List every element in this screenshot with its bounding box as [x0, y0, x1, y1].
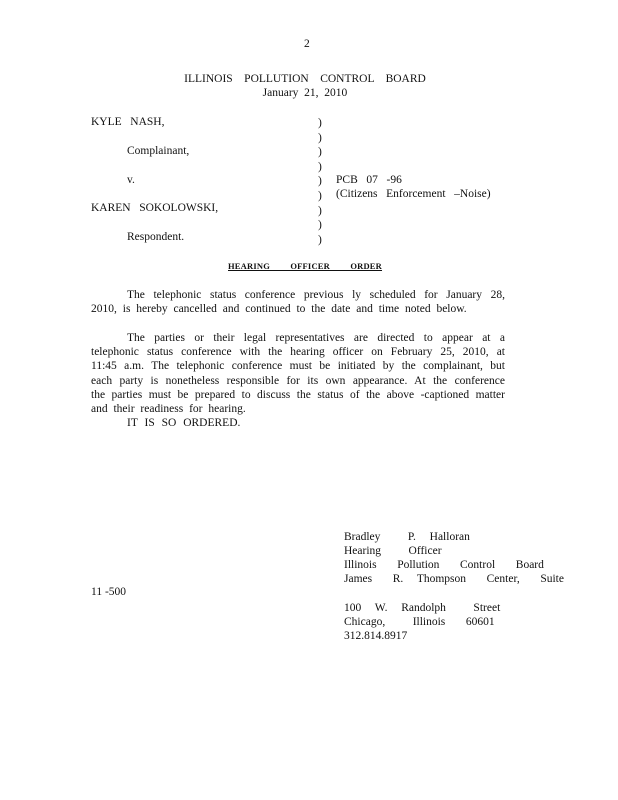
page-number: 2	[304, 38, 310, 50]
paragraph-cancellation: The telephonic status conference previous ly scheduled for January 28, 2010, is hereby cancelled and continued to the date and time noted below.	[91, 289, 505, 316]
paren: )	[318, 117, 322, 129]
paren: )	[318, 131, 322, 144]
paren: )	[318, 219, 322, 232]
officer-name: Bradley P. Halloran	[344, 531, 470, 543]
agency-heading: ILLINOIS POLLUTION CONTROL BOARD	[184, 73, 426, 85]
order-date: January 21, 2010	[262, 87, 348, 99]
board-name: Illinois Pollution Control Board	[344, 559, 544, 571]
street-address: 100 W. Randolph Street	[344, 602, 501, 614]
complainant-name: KYLE NASH,	[91, 116, 165, 128]
order-title: HEARING OFFICER ORDER	[228, 261, 383, 271]
paren: )	[318, 146, 322, 159]
case-type: (Citizens Enforcement –Noise)	[336, 188, 491, 200]
caption-parentheses	[318, 116, 322, 247]
paren: )	[318, 233, 322, 246]
building-name: James R. Thompson Center, Suite	[344, 573, 564, 585]
city-state-zip: Chicago, Illinois 60601	[344, 616, 495, 628]
officer-title: Hearing Officer	[344, 545, 442, 557]
paragraph-rescheduled-conference: The parties or their legal representatives are directed to appear at a telephonic status conference with the hearing officer on February 25, 2010, at 11:45 a.m. The telephonic conference must be initiated by the complainant, but each party is nonetheless responsible for its own appearance. At the conference the parties must be prepared to discuss the status of the above -captioned matter and their readiness for hearing.	[91, 332, 505, 416]
paren: )	[318, 160, 322, 173]
paragraph-so-ordered: IT IS SO ORDERED.	[127, 417, 241, 429]
paren: )	[318, 189, 322, 202]
case-number: PCB 07 -96	[336, 174, 402, 186]
paren: )	[318, 175, 322, 188]
paren: )	[318, 204, 322, 217]
respondent-role: Respondent.	[127, 231, 185, 243]
phone-number: 312.814.8917	[344, 630, 408, 642]
complainant-role: Complainant,	[127, 145, 190, 157]
suite-number: 11 -500	[91, 586, 127, 598]
versus-label: v.	[127, 174, 135, 186]
respondent-name: KAREN SOKOLOWSKI,	[91, 202, 219, 214]
